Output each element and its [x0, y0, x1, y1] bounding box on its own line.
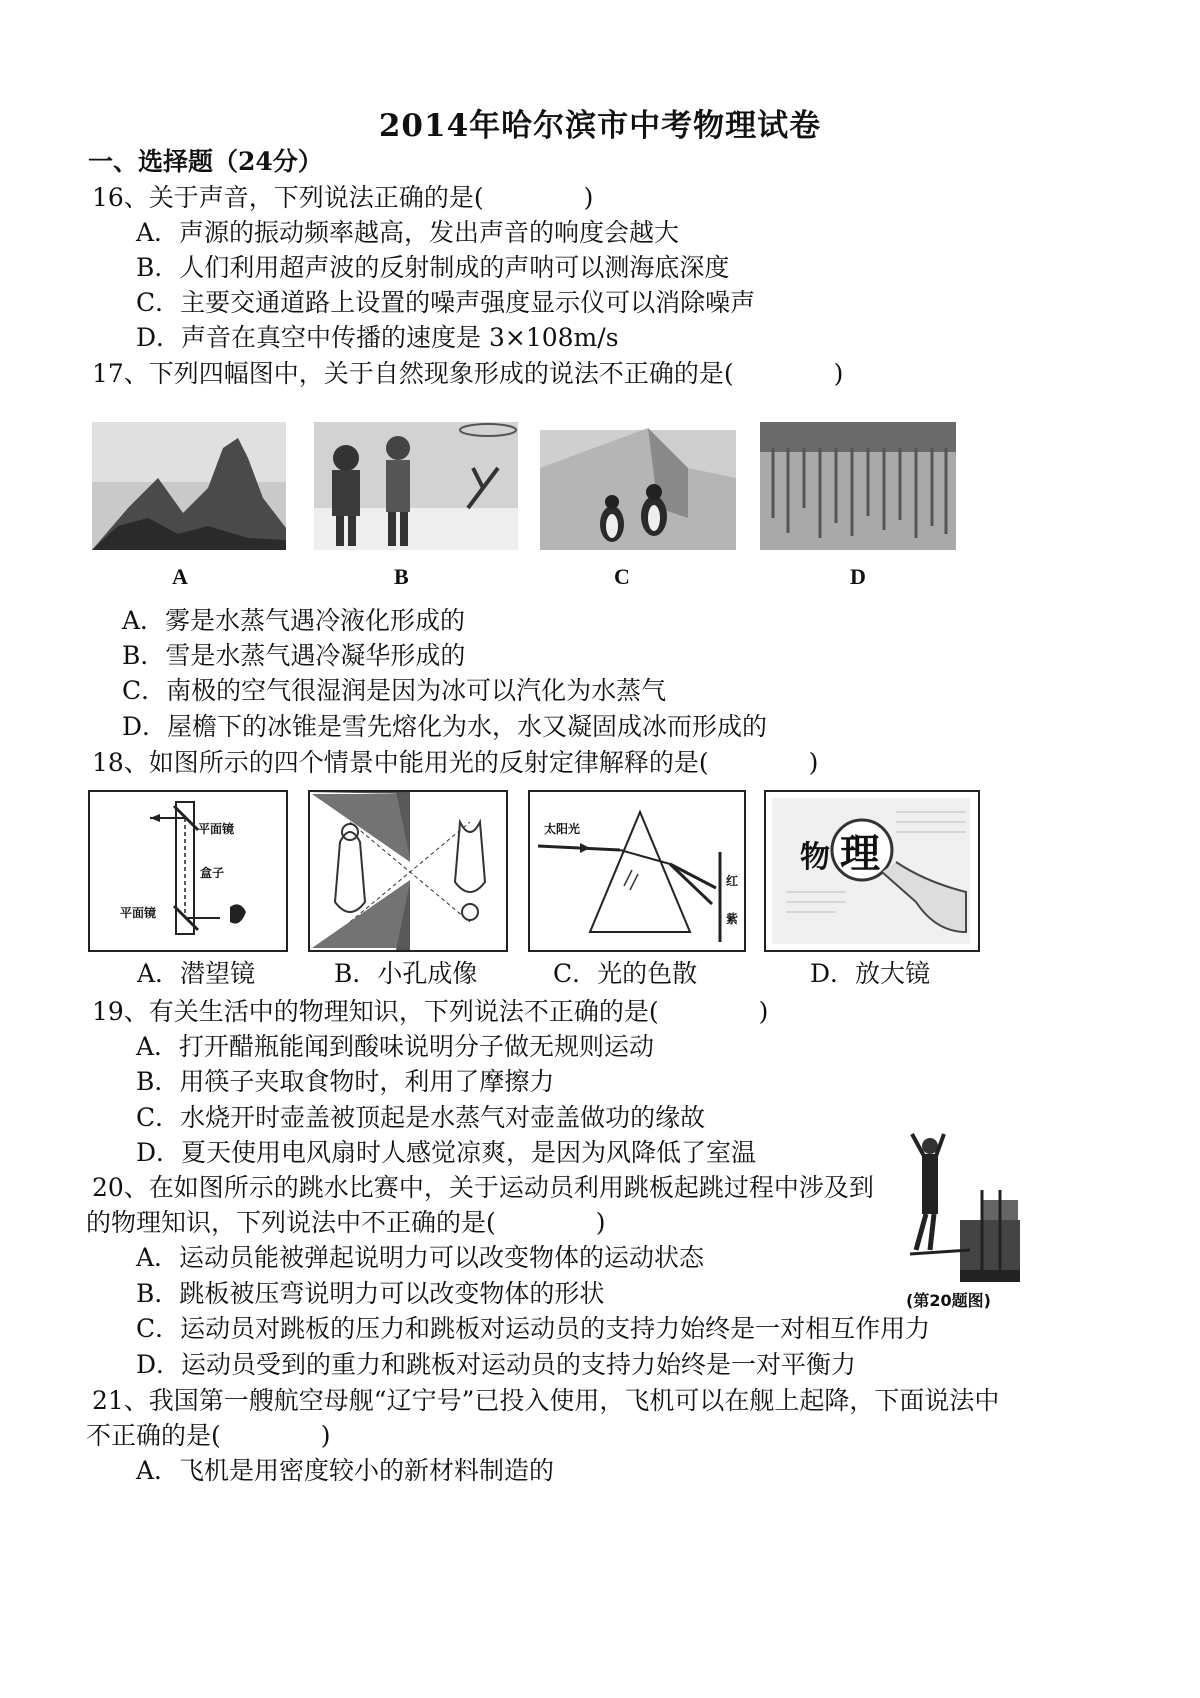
question-21-option-a: A．飞机是用密度较小的新材料制造的 [136, 1456, 555, 1485]
figure-18-caption-a: A．潜望镜 [137, 959, 256, 988]
label-sunlight: 太阳光 [544, 822, 581, 836]
label-violet: 紫 [726, 912, 739, 926]
figure-17-label-d: D [850, 564, 866, 589]
figure-20-caption: (第20题图) [906, 1291, 991, 1310]
section-heading: 一、选择题（24分） [88, 147, 323, 176]
question-20-stem-line2: 的物理知识，下列说法中不正确的是( ) [86, 1208, 606, 1237]
question-19-option-c: C．水烧开时壶盖被顶起是水蒸气对壶盖做功的缘故 [136, 1103, 706, 1132]
question-20-option-c: C．运动员对跳板的压力和跳板对运动员的支持力始终是一对相互作用力 [136, 1314, 931, 1343]
question-18-stem: 18、如图所示的四个情景中能用光的反射定律解释的是( ) [92, 748, 819, 777]
label-plane-mirror-top: 平面镜 [198, 822, 235, 836]
figure-20-diving [900, 1130, 1025, 1315]
label-red: 红 [726, 874, 739, 888]
question-16-option-c: C．主要交通道路上设置的噪声强度显示仪可以消除噪声 [136, 288, 756, 317]
label-box: 盒子 [200, 866, 225, 880]
question-16-option-b: B．人们利用超声波的反射制成的声呐可以测海底深度 [136, 253, 730, 282]
figure-17-label-c: C [614, 564, 630, 589]
question-19-option-a: A．打开醋瓶能闻到酸味说明分子做无规则运动 [136, 1032, 655, 1061]
question-19-option-d: D．夏天使用电风扇时人感觉凉爽，是因为风降低了室温 [136, 1138, 757, 1167]
question-20-stem-line1: 20、在如图所示的跳水比赛中，关于运动员利用跳板起跳过程中涉及到 [92, 1173, 874, 1202]
question-16-option-d: D．声音在真空中传播的速度是 3×108m/s [136, 323, 619, 352]
figure-18-caption-d: D．放大镜 [810, 959, 931, 988]
question-16-stem: 16、关于声音，下列说法正确的是( ) [92, 183, 594, 212]
figure-18c-dispersion [528, 790, 746, 952]
question-21-stem-line2: 不正确的是( ) [86, 1421, 331, 1450]
figure-17-label-b: B [394, 564, 409, 589]
magnified-char-2: 理 [840, 830, 880, 877]
figure-18d-magnifier [764, 790, 980, 952]
question-16-option-a: A．声源的振动频率越高，发出声音的响度会越大 [136, 218, 680, 247]
question-20-option-a: A．运动员能被弹起说明力可以改变物体的运动状态 [136, 1243, 705, 1272]
question-17-option-a: A．雾是水蒸气遇冷液化形成的 [122, 606, 466, 635]
figure-18-caption-b: B．小孔成像 [334, 959, 478, 988]
question-19-option-b: B．用筷子夹取食物时，利用了摩擦力 [136, 1067, 555, 1096]
question-20-option-b: B．跳板被压弯说明力可以改变物体的形状 [136, 1279, 605, 1308]
question-17-figures [88, 408, 968, 598]
figure-17-label-a: A [172, 564, 188, 589]
page-title: 2014年哈尔滨市中考物理试卷 [378, 108, 822, 144]
question-19-stem: 19、有关生活中的物理知识，下列说法不正确的是( ) [92, 997, 769, 1026]
question-17-option-c: C．南极的空气很湿润是因为冰可以汽化为水蒸气 [122, 676, 667, 705]
question-17-stem: 17、下列四幅图中，关于自然现象形成的说法不正确的是( ) [92, 359, 844, 388]
question-17-option-b: B．雪是水蒸气遇冷凝华形成的 [122, 641, 466, 670]
question-20-option-d: D．运动员受到的重力和跳板对运动员的支持力始终是一对平衡力 [136, 1350, 857, 1379]
question-17-option-d: D．屋檐下的冰锥是雪先熔化为水，水又凝固成冰而形成的 [122, 712, 768, 741]
question-21-stem-line1: 21、我国第一艘航空母舰“辽宁号”已投入使用，飞机可以在舰上起降，下面说法中 [92, 1386, 1000, 1415]
natural-phenomena-illustrations [88, 408, 968, 598]
label-plane-mirror-bottom: 平面镜 [120, 906, 157, 920]
magnified-char-1: 物 [800, 840, 830, 875]
figure-18b-pinhole [308, 790, 508, 952]
figure-18-caption-c: C．光的色散 [553, 959, 698, 988]
figure-18a-periscope [88, 790, 288, 952]
